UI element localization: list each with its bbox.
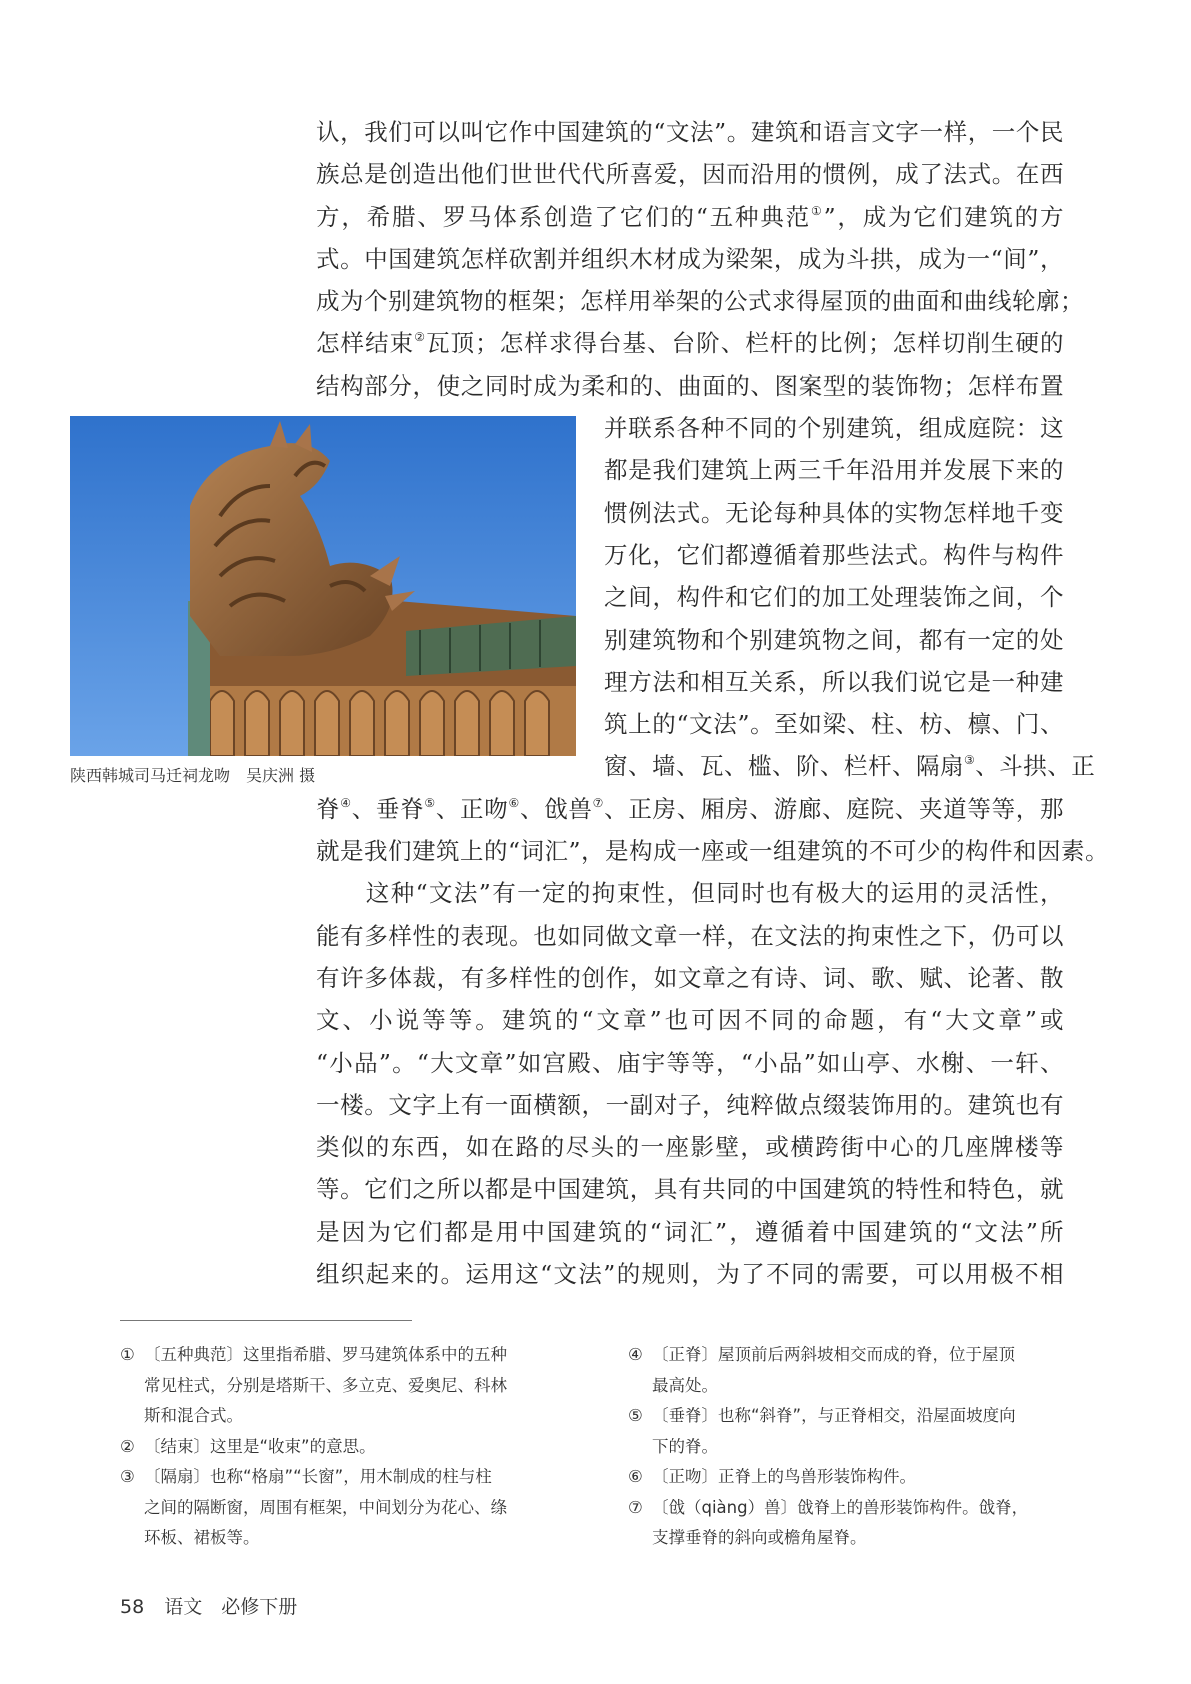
footnote-line: 支撑垂脊的斜向或檐角屋脊。 <box>652 1528 867 1547</box>
footnote-marker: ① <box>810 203 824 218</box>
footnote-number: ⑤ <box>628 1406 643 1425</box>
body-line: 成为个别建筑物的框架；怎样用举架的公式求得屋顶的曲面和曲线轮廓； <box>316 287 1084 316</box>
body-line: 一楼。文字上有一面横额，一副对子，纯粹做点缀装饰用的。建筑也有 <box>316 1090 1064 1119</box>
footnote-number: ② <box>120 1436 135 1456</box>
footnote-line: 最高处。 <box>652 1375 718 1395</box>
footnote-line: 下的脊。 <box>652 1436 718 1456</box>
book-title: 语文 必修下册 <box>164 1596 298 1618</box>
footnotes-right <box>628 1340 1068 1554</box>
footnote-text <box>652 1340 1068 1401</box>
footnote-line: 〔隔扇〕也称“格扇”“长窗”，用木制成的柱与柱 <box>144 1467 492 1486</box>
body-line: 族总是创造出他们世世代代所喜爱，因而沿用的惯例，成了法式。在西 <box>316 160 1064 189</box>
body-line: “小品”。“大文章”如宫殿、庙宇等等，“小品”如山亭、水榭、一轩、 <box>316 1048 1064 1077</box>
footnotes-left <box>120 1340 560 1554</box>
body-line: 方，希腊、罗马体系创造了它们的“五种典范①”，成为它们建筑的方 <box>316 202 1065 231</box>
footnote <box>628 1493 1068 1554</box>
footnote-number: ① <box>120 1345 135 1364</box>
footnote <box>120 1462 560 1554</box>
footnote-text <box>144 1432 560 1463</box>
body-line: 并联系各种不同的个别建筑，组成庭院：这 <box>604 414 1064 443</box>
body-line: 就是我们建筑上的“词汇”，是构成一座或一组建筑的不可少的构件和因素。 <box>316 837 1110 866</box>
photo-caption: 陕西韩城司马迁祠龙吻 吴庆洲 摄 <box>70 766 316 785</box>
footnote <box>628 1401 1068 1462</box>
body-line: 理方法和相互关系，所以我们说它是一种建 <box>604 667 1064 696</box>
dragon-ornament-photo <box>70 416 576 756</box>
body-line: 都是我们建筑上两三千年沿用并发展下来的 <box>604 456 1064 485</box>
footnote-line: 常见柱式，分别是塔斯干、多立克、爱奥尼、科林 <box>144 1375 507 1395</box>
footnote-line: 〔正吻〕正脊上的鸟兽形装饰构件。 <box>652 1467 916 1486</box>
footnote-number: ⑥ <box>628 1467 643 1486</box>
body-line: 认，我们可以叫它作中国建筑的“文法”。建筑和语言文字一样，一个民 <box>316 118 1064 146</box>
body-line: 有许多体裁，有多样性的创作，如文章之有诗、词、歌、赋、论著、散 <box>316 963 1064 992</box>
footnote-number: ③ <box>120 1467 135 1486</box>
footnote-text <box>652 1401 1068 1462</box>
body-line: 万化，它们都遵循着那些法式。构件与构件 <box>604 540 1064 569</box>
body-line: 怎样结束②瓦顶；怎样求得台基、台阶、栏杆的比例；怎样切削生硬的 <box>316 329 1065 358</box>
body-line: 窗、墙、瓦、槛、阶、栏杆、隔扇③、斗拱、正 <box>604 752 1096 781</box>
footnote-line: 〔五种典范〕这里指希腊、罗马建筑体系中的五种 <box>144 1345 507 1364</box>
body-line: 组织起来的。运用这“文法”的规则，为了不同的需要，可以用极不相 <box>316 1260 1064 1289</box>
footnote-line: 环板、裙板等。 <box>144 1528 260 1547</box>
footnote-number: ⑦ <box>628 1497 643 1517</box>
body-line: 等。它们之所以都是中国建筑，具有共同的中国建筑的特性和特色，就 <box>316 1175 1064 1204</box>
footnote-marker: ⑥ <box>508 795 520 810</box>
body-line: 文、小说等等。建筑的“文章”也可因不同的命题，有“大文章”或 <box>316 1006 1064 1035</box>
footnote-text <box>144 1462 560 1554</box>
body-line: 能有多样性的表现。也如同做文章一样，在文法的拘束性之下，仍可以 <box>316 921 1064 950</box>
footnote-divider <box>120 1320 412 1321</box>
footnote-marker: ⑦ <box>592 795 605 810</box>
footnote-number: ④ <box>628 1345 643 1364</box>
page-number: 58 <box>120 1596 145 1618</box>
body-line: 结构部分，使之同时成为柔和的、曲面的、图案型的装饰物；怎样布置 <box>316 371 1064 400</box>
footnote-marker: ⑤ <box>424 795 436 810</box>
footnote-marker: ② <box>414 330 427 345</box>
footnote-text <box>652 1493 1068 1554</box>
footnote <box>120 1340 560 1432</box>
body-line: 惯例法式。无论每种具体的实物怎样地千变 <box>604 498 1064 527</box>
body-line: 之间，构件和它们的加工处理装饰之间，个 <box>604 583 1064 612</box>
footnote-marker: ③ <box>964 753 976 768</box>
footnote-line: 〔正脊〕屋顶前后两斜坡相交而成的脊，位于屋顶 <box>652 1345 1015 1364</box>
footnote-line: 〔垂脊〕也称“斜脊”，与正脊相交，沿屋面坡度向 <box>652 1406 1016 1425</box>
footnote-line: 〔结束〕这里是“收束”的意思。 <box>144 1436 376 1456</box>
footnote-text <box>652 1462 1068 1493</box>
body-line: 是因为它们都是用中国建筑的“词汇”，遵循着中国建筑的“文法”所 <box>316 1217 1064 1246</box>
body-line: 脊④、垂脊⑤、正吻⑥、戗兽⑦、正房、厢房、游廊、庭院、夹道等等，那 <box>316 794 1065 823</box>
body-line: 筑上的“文法”。至如梁、柱、枋、檩、门、 <box>604 710 1064 739</box>
dragon-ornament-illustration <box>70 416 576 756</box>
footnote-line: 斯和混合式。 <box>144 1406 243 1425</box>
footnote-line: 〔戗（qiàng）兽〕戗脊上的兽形装饰构件。戗脊， <box>652 1497 1029 1517</box>
body-line: 类似的东西，如在路的尽头的一座影壁，或横跨街中心的几座牌楼等 <box>316 1133 1064 1162</box>
body-line: 别建筑物和个别建筑物之间，都有一定的处 <box>604 625 1064 654</box>
footnote <box>628 1462 1068 1493</box>
body-line: 式。中国建筑怎样砍割并组织木材成为梁架，成为斗拱，成为一“间”， <box>316 244 1064 273</box>
page-footer <box>120 1592 297 1619</box>
footnote-marker: ④ <box>340 795 352 810</box>
footnote-text <box>144 1340 560 1432</box>
footnote <box>628 1340 1068 1401</box>
footnote <box>120 1432 560 1463</box>
body-line: 这种“文法”有一定的拘束性，但同时也有极大的运用的灵活性， <box>316 879 1064 908</box>
footnote-line: 之间的隔断窗，周围有框架，中间划分为花心、绦 <box>144 1497 507 1517</box>
